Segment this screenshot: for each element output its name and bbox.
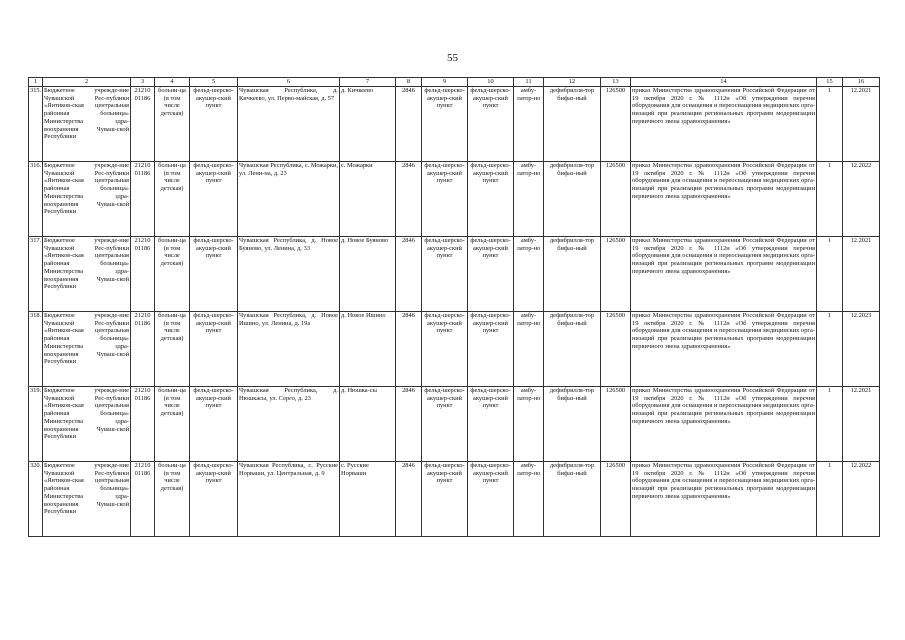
number-cell: 2846 bbox=[396, 387, 422, 462]
column-number: 14 bbox=[631, 78, 817, 87]
locality-cell: д. Новое Ишино bbox=[340, 312, 396, 387]
column-number: 3 bbox=[131, 78, 155, 87]
address-cell: Чувашская Республика, с. Можарки, ул. Лени-на, д. 23 bbox=[238, 162, 340, 237]
unit-type-cell: фельд-шерско-акушер-ский пункт bbox=[190, 312, 238, 387]
quantity-cell: 1 bbox=[817, 87, 843, 162]
address-cell: Чувашская Республика, д. Новое Ишино, ул. Ленина, д. 19а bbox=[238, 312, 340, 387]
care-condition-cell: амбу-латор-но bbox=[514, 387, 544, 462]
equipment-table bbox=[28, 77, 880, 537]
column-number: 11 bbox=[514, 78, 544, 87]
order-reference-cell: приказ Министерства здравоохранения Российской Федерации от 19 октября 2020 г. № 1112н «Об утверждении перечня оборудования для оснащения и переоснащения медицинских орга-низаций при реализации региональных программ модернизации первичного звена здравоохранения» bbox=[631, 162, 817, 237]
quantity-cell: 1 bbox=[817, 462, 843, 537]
column-number: 2 bbox=[43, 78, 131, 87]
price-cell: 126500 bbox=[601, 87, 631, 162]
code-cell: 21210 01186 bbox=[131, 387, 155, 462]
code-cell: 21210 01186 bbox=[131, 87, 155, 162]
page-number: 55 bbox=[447, 52, 458, 64]
column-number: 4 bbox=[155, 78, 190, 87]
unit-profile-cell: фельд-шерско-акушер-ский пункт bbox=[422, 387, 468, 462]
number-cell: 2846 bbox=[396, 237, 422, 312]
quantity-cell: 1 bbox=[817, 312, 843, 387]
code-cell: 21210 01186 bbox=[131, 162, 155, 237]
equipment-cell: дефибрилля-тор бифаз-ный bbox=[544, 87, 601, 162]
unit-name-cell: фельд-шерско-акушер-ский пункт bbox=[468, 462, 514, 537]
facility-type-cell: больни-ца (в том числе детская) bbox=[155, 312, 190, 387]
number-cell: 2846 bbox=[396, 312, 422, 387]
column-number: 10 bbox=[468, 78, 514, 87]
organization-cell: Бюджетное учрежде-ние Чувашской Рес-публики «Янтиков-ская центральная районная больница» Министерства здра-воохранения Чуваш-ской Республики bbox=[43, 87, 131, 162]
table-row bbox=[29, 387, 880, 462]
equipment-cell: дефибрилля-тор бифаз-ный bbox=[544, 162, 601, 237]
locality-cell: д. Кичкеево bbox=[340, 87, 396, 162]
table-row bbox=[29, 87, 880, 162]
locality-cell: д. Нюшка-сы bbox=[340, 387, 396, 462]
column-number: 9 bbox=[422, 78, 468, 87]
unit-type-cell: фельд-шерско-акушер-ский пункт bbox=[190, 387, 238, 462]
unit-type-cell: фельд-шерско-акушер-ский пункт bbox=[190, 162, 238, 237]
price-cell: 126500 bbox=[601, 387, 631, 462]
row-number-cell: 318. bbox=[29, 312, 43, 387]
price-cell: 126500 bbox=[601, 462, 631, 537]
equipment-cell: дефибрилля-тор бифаз-ный bbox=[544, 237, 601, 312]
organization-cell: Бюджетное учрежде-ние Чувашской Рес-публики «Янтиков-ская центральная районная больница» Министерства здра-воохранения Чуваш-ской Республики bbox=[43, 237, 131, 312]
date-cell: 12.2022 bbox=[843, 462, 880, 537]
column-number: 7 bbox=[340, 78, 396, 87]
order-reference-cell: приказ Министерства здравоохранения Российской Федерации от 19 октября 2020 г. № 1112н «Об утверждении перечня оборудования для оснащения и переоснащения медицинских орга-низаций при реализации региональных программ модернизации первичного звена здравоохранения» bbox=[631, 312, 817, 387]
unit-type-cell: фельд-шерско-акушер-ский пункт bbox=[190, 87, 238, 162]
price-cell: 126500 bbox=[601, 312, 631, 387]
equipment-cell: дефибрилля-тор бифаз-ный bbox=[544, 312, 601, 387]
care-condition-cell: амбу-латор-но bbox=[514, 237, 544, 312]
unit-name-cell: фельд-шерско-акушер-ский пункт bbox=[468, 312, 514, 387]
number-cell: 2846 bbox=[396, 462, 422, 537]
unit-name-cell: фельд-шерско-акушер-ский пункт bbox=[468, 237, 514, 312]
address-cell: Чувашская Республика, д. Нюшкасы, ул. Серго, д. 23 bbox=[238, 387, 340, 462]
row-number-cell: 319. bbox=[29, 387, 43, 462]
order-reference-cell: приказ Министерства здравоохранения Российской Федерации от 19 октября 2020 г. № 1112н «Об утверждении перечня оборудования для оснащения и переоснащения медицинских орга-низаций при реализации региональных программ модернизации первичного звена здравоохранения» bbox=[631, 462, 817, 537]
order-reference-cell: приказ Министерства здравоохранения Российской Федерации от 19 октября 2020 г. № 1112н «Об утверждении перечня оборудования для оснащения и переоснащения медицинских орга-низаций при реализации региональных программ модернизации первичного звена здравоохранения» bbox=[631, 87, 817, 162]
code-cell: 21210 01186 bbox=[131, 462, 155, 537]
price-cell: 126500 bbox=[601, 237, 631, 312]
quantity-cell: 1 bbox=[817, 237, 843, 312]
price-cell: 126500 bbox=[601, 162, 631, 237]
table-row bbox=[29, 237, 880, 312]
code-cell: 21210 01186 bbox=[131, 312, 155, 387]
date-cell: 12.2021 bbox=[843, 387, 880, 462]
unit-type-cell: фельд-шерско-акушер-ский пункт bbox=[190, 237, 238, 312]
column-number: 13 bbox=[601, 78, 631, 87]
equipment-cell: дефибрилля-тор бифаз-ный bbox=[544, 387, 601, 462]
date-cell: 12.2021 bbox=[843, 237, 880, 312]
equipment-cell: дефибрилля-тор бифаз-ный bbox=[544, 462, 601, 537]
column-number: 16 bbox=[843, 78, 880, 87]
facility-type-cell: больни-ца (в том числе детская) bbox=[155, 87, 190, 162]
care-condition-cell: амбу-латор-но bbox=[514, 87, 544, 162]
quantity-cell: 1 bbox=[817, 387, 843, 462]
row-number-cell: 317. bbox=[29, 237, 43, 312]
organization-cell: Бюджетное учрежде-ние Чувашской Рес-публики «Янтиков-ская центральная районная больница» Министерства здра-воохранения Чуваш-ской Республики bbox=[43, 312, 131, 387]
address-cell: Чувашская Республика, д. Кичкеево, ул. Перво-майская, д. 57 bbox=[238, 87, 340, 162]
code-cell: 21210 01186 bbox=[131, 237, 155, 312]
locality-cell: с. Можарки bbox=[340, 162, 396, 237]
date-cell: 12.2022 bbox=[843, 162, 880, 237]
column-number: 6 bbox=[238, 78, 340, 87]
row-number-cell: 315. bbox=[29, 87, 43, 162]
number-cell: 2846 bbox=[396, 87, 422, 162]
unit-name-cell: фельд-шерско-акушер-ский пункт bbox=[468, 162, 514, 237]
quantity-cell: 1 bbox=[817, 162, 843, 237]
unit-profile-cell: фельд-шерско-акушер-ский пункт bbox=[422, 162, 468, 237]
organization-cell: Бюджетное учрежде-ние Чувашской Рес-публики «Янтиков-ская центральная районная больница» Министерства здра-воохранения Чуваш-ской Республики bbox=[43, 462, 131, 537]
order-reference-cell: приказ Министерства здравоохранения Российской Федерации от 19 октября 2020 г. № 1112н «Об утверждении перечня оборудования для оснащения и переоснащения медицинских орга-низаций при реализации региональных программ модернизации первичного звена здравоохранения» bbox=[631, 237, 817, 312]
address-cell: Чувашская Республика, с. Русские Норваши, ул. Центральная, д. 9 bbox=[238, 462, 340, 537]
column-number: 12 bbox=[544, 78, 601, 87]
unit-name-cell: фельд-шерско-акушер-ский пункт bbox=[468, 87, 514, 162]
facility-type-cell: больни-ца (в том числе детская) bbox=[155, 162, 190, 237]
unit-profile-cell: фельд-шерско-акушер-ский пункт bbox=[422, 462, 468, 537]
unit-profile-cell: фельд-шерско-акушер-ский пункт bbox=[422, 237, 468, 312]
organization-cell: Бюджетное учрежде-ние Чувашской Рес-публики «Янтиков-ская центральная районная больница» Министерства здра-воохранения Чуваш-ской Республики bbox=[43, 387, 131, 462]
table-row bbox=[29, 462, 880, 537]
unit-type-cell: фельд-шерско-акушер-ский пункт bbox=[190, 462, 238, 537]
row-number-cell: 320. bbox=[29, 462, 43, 537]
table-row bbox=[29, 162, 880, 237]
row-number-cell: 316. bbox=[29, 162, 43, 237]
care-condition-cell: амбу-латор-но bbox=[514, 162, 544, 237]
locality-cell: с. Русские Норваши bbox=[340, 462, 396, 537]
locality-cell: д. Новое Буяново bbox=[340, 237, 396, 312]
care-condition-cell: амбу-латор-но bbox=[514, 312, 544, 387]
unit-profile-cell: фельд-шерско-акушер-ский пункт bbox=[422, 87, 468, 162]
unit-name-cell: фельд-шерско-акушер-ский пункт bbox=[468, 387, 514, 462]
number-cell: 2846 bbox=[396, 162, 422, 237]
facility-type-cell: больни-ца (в том числе детская) bbox=[155, 387, 190, 462]
facility-type-cell: больни-ца (в том числе детская) bbox=[155, 462, 190, 537]
date-cell: 12.2023 bbox=[843, 312, 880, 387]
column-number: 1 bbox=[29, 78, 43, 87]
unit-profile-cell: фельд-шерско-акушер-ский пункт bbox=[422, 312, 468, 387]
table-row bbox=[29, 312, 880, 387]
column-number: 5 bbox=[190, 78, 238, 87]
facility-type-cell: больни-ца (в том числе детская) bbox=[155, 237, 190, 312]
date-cell: 12.2021 bbox=[843, 87, 880, 162]
order-reference-cell: приказ Министерства здравоохранения Российской Федерации от 19 октября 2020 г. № 1112н «Об утверждении перечня оборудования для оснащения и переоснащения медицинских орга-низаций при реализации региональных программ модернизации первичного звена здравоохранения» bbox=[631, 387, 817, 462]
address-cell: Чувашская Республика, д. Новое Буяново, ул. Ленина, д. 33 bbox=[238, 237, 340, 312]
care-condition-cell: амбу-латор-но bbox=[514, 462, 544, 537]
organization-cell: Бюджетное учрежде-ние Чувашской Рес-публики «Янтиков-ская центральная районная больница» Министерства здра-воохранения Чуваш-ской Республики bbox=[43, 162, 131, 237]
column-number: 15 bbox=[817, 78, 843, 87]
column-number: 8 bbox=[396, 78, 422, 87]
column-number-row bbox=[29, 78, 880, 87]
